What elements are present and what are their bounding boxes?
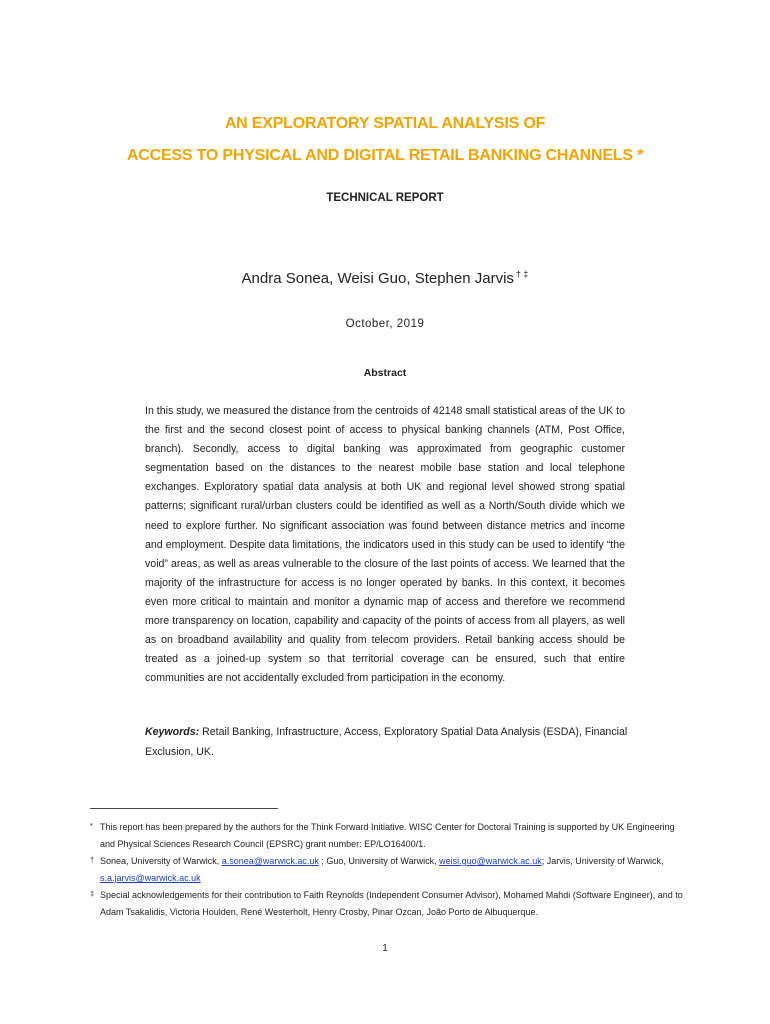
footnote-text: ; Jarvis, University of Warwick, bbox=[541, 856, 664, 866]
title-line-1: AN EXPLORATORY SPATIAL ANALYSIS OF bbox=[224, 115, 546, 132]
keywords bbox=[145, 723, 635, 762]
footnote-1 bbox=[90, 819, 690, 853]
footnote-text: Sonea, University of Warwick, bbox=[100, 856, 222, 866]
footnote-mark: ‡ bbox=[90, 889, 95, 898]
report-type: TECHNICAL REPORT bbox=[326, 192, 444, 204]
footnote-text: ; Guo, University of Warwick, bbox=[318, 856, 440, 866]
footnotes bbox=[90, 819, 690, 921]
title-line-2: ACCESS TO PHYSICAL AND DIGITAL RETAIL BANKING CHANNELS * bbox=[126, 147, 644, 164]
author-names: Andra Sonea, Weisi Guo, Stephen Jarvis bbox=[241, 270, 514, 287]
email-link-jarvis[interactable]: s.a.jarvis@warwick.ac.uk bbox=[100, 873, 201, 883]
keywords-label: Keywords: bbox=[145, 726, 200, 738]
author-footnote-marks: † ‡ bbox=[515, 269, 529, 279]
footnote-2 bbox=[90, 853, 690, 887]
email-link-sonea[interactable]: a.sonea@warwick.ac.uk bbox=[221, 856, 319, 866]
abstract-text: In this study, we measured the distance from the centroids of 42148 small statistical areas of the UK to the first and the second closest point of access to physical banking channels (ATM, Post Office, branch). Secondly, access to digital banking was approximated from geographic customer segmentation based on the distances to the nearest mobile base station and local telephone exchanges. Exploratory spatial data analysis at both UK and regional level showed strong spatial patterns; significant rural/urban clusters could be identified as well as a North/South divide which we need to explore further. No significant association was found between distance metrics and income and employment. Despite data limitations, the indicators used in this study can be used to identify “the void” areas, as well as areas vulnerable to the closure of the last points of access. We learned that the majority of the infrastructure for access is no longer operated by banks. In this context, it becomes even more critical to maintain and monitor a dynamic map of access and therefore we recommend more transparency on location, capability and capacity of the points of access from all players, as well as on broadband availability and quality from telecom providers. Retail banking access should be treated as a joined-up system so that territorial coverage can be ensured, such that entire communities are not accidentally excluded from participation in the economy. bbox=[145, 405, 625, 685]
report-date: October, 2019 bbox=[345, 318, 425, 330]
footnote-3 bbox=[90, 887, 690, 921]
keywords-text: Retail Banking, Infrastructure, Access, Exploratory Spatial Data Analysis (ESDA), Financial Exclusion, UK. bbox=[145, 726, 628, 758]
footnote-text: Special acknowledgements for their contribution to Faith Reynolds (Independent Consumer Advisor), Mohamed Mahdi (Software Engineer), and to Adam Tsakalidis, Victoria Houlden, René Westerholt, Henry Crosby, Pinar Ozcan, João Porto de Albuquerque. bbox=[100, 890, 683, 917]
authors bbox=[0, 270, 770, 287]
footnote-mark: † bbox=[90, 855, 95, 864]
email-link-guo[interactable]: weisi.guo@warwick.ac.uk bbox=[439, 856, 542, 866]
footnote-mark: * bbox=[90, 821, 93, 830]
abstract-heading: Abstract bbox=[363, 367, 407, 379]
footnote-text: This report has been prepared by the authors for the Think Forward Initiative. WISC Center for Doctoral Training is supported by UK Engineering and Physical Sciences Research Council (EPSRC) grant number: EP/LO16400/1. bbox=[100, 822, 675, 849]
footnote-divider bbox=[90, 808, 278, 809]
page-number: 1 bbox=[382, 943, 388, 954]
